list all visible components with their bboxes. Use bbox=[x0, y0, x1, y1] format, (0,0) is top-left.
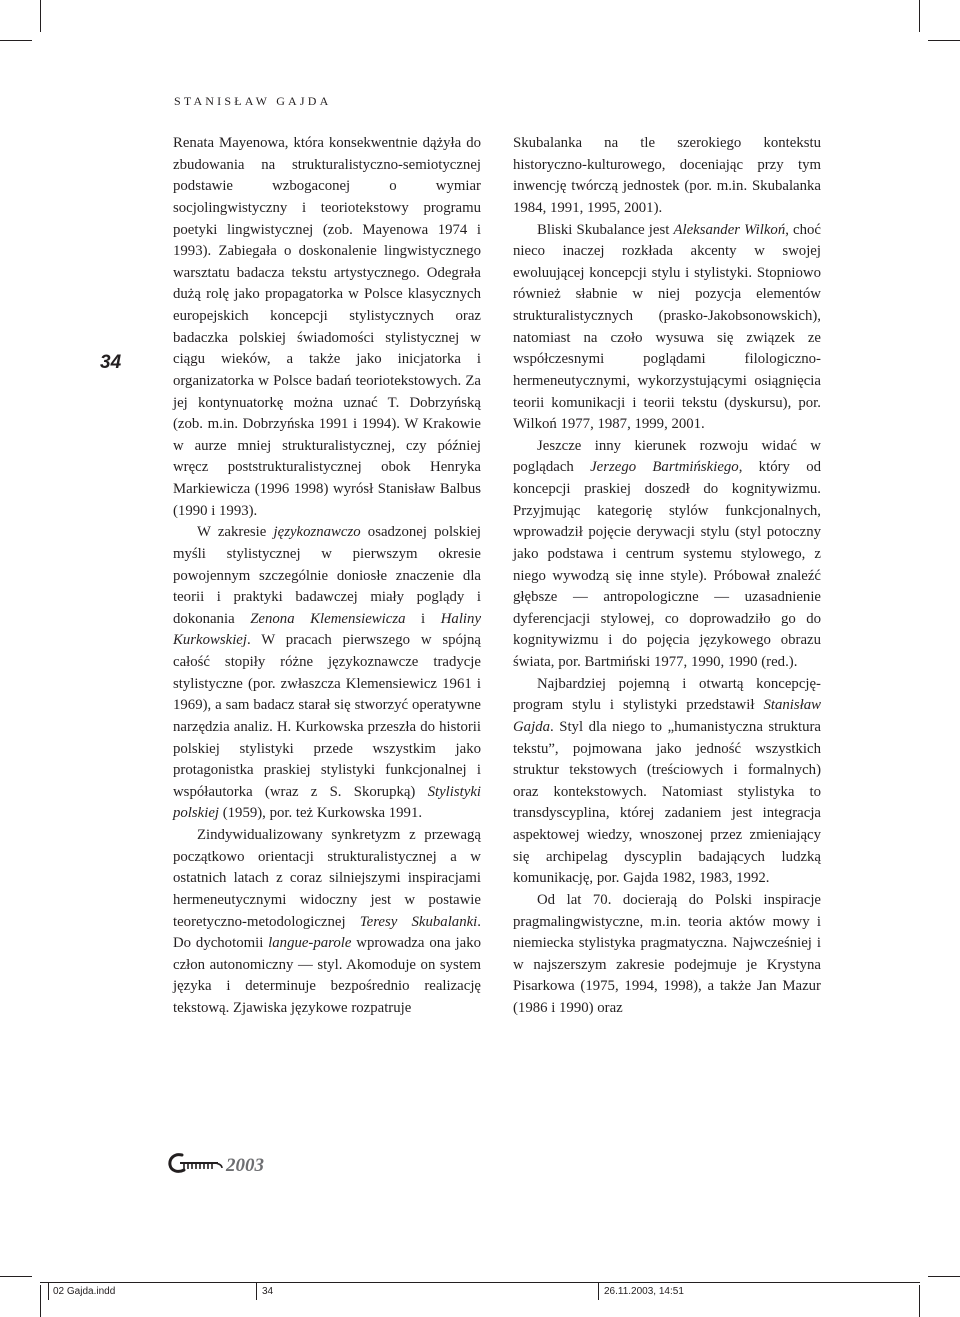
slug-timestamp: 26.11.2003, 14:51 bbox=[604, 1286, 684, 1297]
slug-separator bbox=[598, 1282, 599, 1300]
paragraph: Od lat 70. docierają do Polski inspiracje pragmalingwistyczne, m.in. teoria aktów mowy i niemiecka stylistyka pragmatyczna. Najwcześniej i w najszerszym zakresie podejmuje je Krystyna Pisarkowa (1975, 1994, 1998), a także Jan Mazur (1986 i 1990) oraz bbox=[513, 891, 821, 1016]
text-run: i bbox=[405, 610, 441, 627]
emphasis: Zenona Klemensiewicza bbox=[250, 610, 406, 627]
crop-mark bbox=[919, 1285, 920, 1317]
text-run: Najbardziej pojemną i otwartą koncepcję-program stylu i stylistyki przedstawił bbox=[513, 675, 821, 714]
emphasis: Jerzego Bartmińskiego bbox=[590, 459, 739, 476]
text-run: Bliski Skubalance jest bbox=[537, 221, 674, 238]
crop-mark bbox=[40, 1285, 41, 1317]
text-run: , który od koncepcji praskiej doszedł do kognitywizmu. Przyjmując kategorię stylów funkcjonalnych, wprowadził pojęcie derywacji stylu (styl potoczny jako podstawa i centrum systemu stylowego, z niego wywodzą się inne style). Próbował znaleźć głębsze — antropologiczne — uzasadnienie dyferencjacji stylowej, co doprowadziło go do kognitywizmu i do pojęcia językowego obrazu świata, por. Bartmiński 1977, 1990, 1990 (red.). bbox=[513, 459, 821, 670]
text-run: Jeszcze inny kierunek rozwoju widać w poglądach bbox=[513, 437, 821, 476]
emphasis: Teresy Skubalanki bbox=[359, 913, 478, 930]
emphasis: langue-parole bbox=[268, 935, 352, 952]
paragraph: Renata Mayenowa, która konsekwentnie dążyła do zbudowania na strukturalistyczno-semiotycznej podstawie wzbogaconej o wymiar socjolingwistyczny i teoriotekstowy programu poetyki lingwistycznej (zob. Mayenowa 1974 i 1993). Zabiegała o doskonalenie lingwistycznego warsztatu badacza tekstu artystycznego. Odegrała dużą rolę jako propagatorka w Polsce klasycznych europejskich koncepcji stylistycznych oraz badaczka polskiej świadomości stylistycznej w ciągu wieków, a także jako inicjatorka i organizatorka w Polsce badań teoriotekstowych. Za jej kontynuatorkę można uznać T. Dobrzyńską (zob. m.in. Dobrzyńska 1991 i 1994). W Krakowie w aurze mniej strukturalistycznej, czy później wręcz poststrukturalistycznej obok Henryka Markiewicza (1996 1998) wyrósł Stanisław Balbus (1990 i 1993). bbox=[173, 135, 481, 519]
text-run: Zindywidualizowany synkretyzm z przewagą początkowo orientacji strukturalistycznej a w ostatnich latach z coraz silniejszymi inspiracjami hermeneutycznymi widoczny jest w postawie teoretyczno-metodologicznej bbox=[173, 827, 481, 930]
text-run: W zakresie bbox=[197, 524, 274, 541]
slug-separator bbox=[48, 1282, 49, 1300]
slug-rule bbox=[40, 1282, 920, 1283]
journal-logo-mark bbox=[168, 1151, 224, 1175]
page-number: 34 bbox=[100, 352, 122, 373]
text-run: , choć nieco inaczej rozkłada akcenty w swojej ewoluującej koncepcji stylu i stylistyki. Stopniowo również słabnie w niej pozycja elementów strukturalistycznych (prasko-Jakobsonowskich), natomiast na czoło wysuwa się związek ze współczesnymi poglądami filologiczno-hermeneutycznymi, wykorzystującymi osiągnięcia teorii komunikacji i teorii tekstu (dyskursu), por. Wilkoń 1977, 1987, 1999, 2001. bbox=[513, 221, 821, 433]
text-run: . Do dychotomii bbox=[173, 913, 481, 952]
text-run: osadzonej polskiej myśli stylistycznej w pierwszym okresie powojennym szczególnie doniosłe znaczenie dla teorii i praktyki badawczej miały poglądy i dokonania bbox=[173, 524, 481, 627]
text-run: (1959), por. też Kurkowska 1991. bbox=[219, 805, 423, 822]
emphasis: Stylistyki polskiej bbox=[173, 783, 481, 822]
paragraph bbox=[513, 220, 821, 436]
text-run: . W pracach pierwszego w spójną całość stopiły różne językoznawcze tradycje stylistyczne (por. zwłaszcza Klemensiewicz 1961 i 1969), a sam badacz starał się stworzyć operatywne narzędzia analiz. H. Kurkowska przeszła do historii polskiej stylistyki przede wszystkim jako protagonistka praskiej stylistyki funkcjonalnej i współautorka (wraz z S. Skorupką) bbox=[173, 632, 481, 800]
journal-logo bbox=[168, 1151, 264, 1175]
logo-year: 2003 bbox=[226, 1155, 264, 1176]
crop-mark bbox=[928, 1276, 960, 1277]
emphasis: językoznawczo bbox=[273, 524, 361, 541]
paragraph bbox=[513, 674, 821, 890]
right-column bbox=[513, 133, 821, 1020]
emphasis: Haliny Kurkowskiej bbox=[173, 610, 482, 649]
paragraph bbox=[173, 522, 481, 825]
crop-mark bbox=[928, 40, 960, 41]
running-head: STANISŁAW GAJDA bbox=[174, 94, 332, 108]
crop-mark bbox=[0, 1276, 32, 1277]
text-run: . Styl dla niego to „humanistyczna struktura tekstu”, pojmowana jako jedność wszystkich struktur tekstowych (treściowych i formalnych) oraz kontekstowych. Natomiast stylistyka to transdyscyplina, której zadaniem jest integracja aspektowej wiedzy, wnoszonej przez zmieniający się archipelag dyscyplin badających ludzką komunikację, por. Gajda 1982, 1983, 1992. bbox=[513, 718, 821, 887]
text-run: wprowadza ona jako człon autonomiczny — styl. Akomoduje on system języka i determinuje bezpośrednio realizację tekstową. Zjawiska językowe rozpatruje bbox=[173, 935, 481, 1016]
paragraph: Skubalanka na tle szerokiego kontekstu historyczno-kulturowego, doceniając przy tym inwencję twórczą jednostek (por. m.in. Skubalanka 1984, 1991, 1995, 2001). bbox=[513, 135, 821, 216]
crop-mark bbox=[40, 0, 41, 32]
crop-mark bbox=[0, 40, 32, 41]
emphasis: Aleksander Wilkoń bbox=[673, 221, 786, 238]
emphasis: Stanisław Gajda bbox=[513, 697, 821, 735]
slug-separator bbox=[256, 1282, 257, 1300]
crop-mark bbox=[919, 0, 920, 32]
paragraph bbox=[513, 436, 821, 674]
paragraph bbox=[173, 825, 481, 1020]
slug-filename: 02 Gajda.indd bbox=[53, 1286, 116, 1297]
left-column bbox=[173, 133, 481, 1020]
slug-page: 34 bbox=[262, 1286, 274, 1297]
